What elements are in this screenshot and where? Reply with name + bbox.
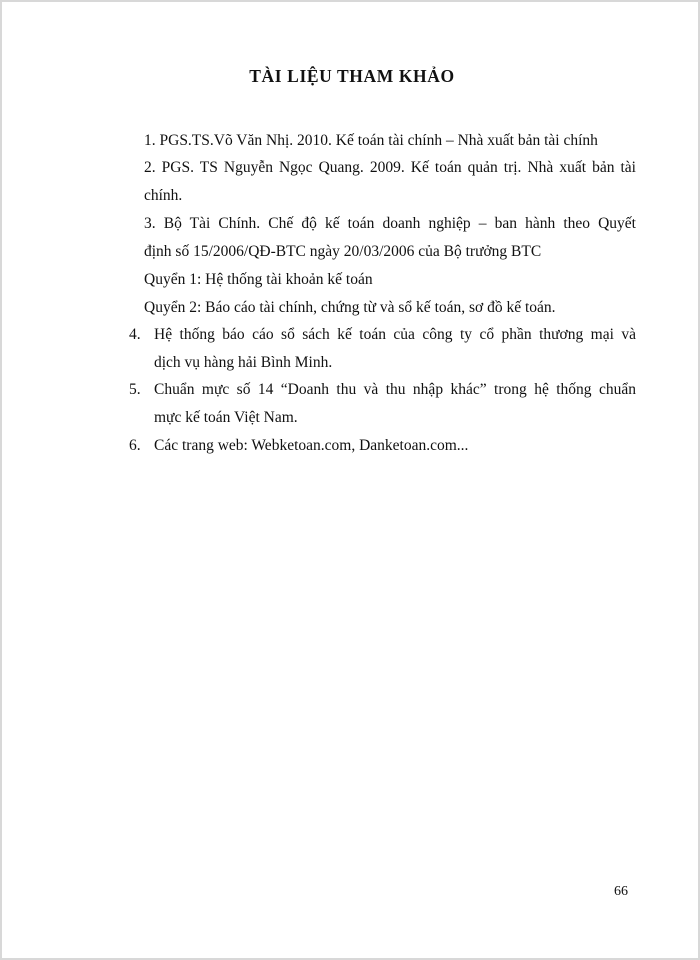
reference-5-line-1: Chuẩn mực số 14 “Doanh thu và thu nhập khác” trong hệ thống chuẩn	[154, 381, 636, 398]
page-title: TÀI LIỆU THAM KHẢO	[249, 66, 455, 86]
reference-4-line-2: dịch vụ hàng hải Bình Minh.	[154, 354, 333, 371]
reference-1-line-1: 1. PGS.TS.Võ Văn Nhị. 2010. Kế toán tài chính – Nhà xuất bản tài chính	[144, 132, 598, 149]
reference-5-number: 5.	[129, 381, 141, 398]
reference-6-number: 6.	[129, 437, 141, 454]
reference-4-number: 4.	[129, 326, 141, 343]
reference-5-line-2: mực kế toán Việt Nam.	[154, 409, 298, 426]
reference-3-line-4: Quyển 2: Báo cáo tài chính, chứng từ và sổ kế toán, sơ đồ kế toán.	[144, 299, 556, 316]
reference-2-line-1: 2. PGS. TS Nguyễn Ngọc Quang. 2009. Kế toán quản trị. Nhà xuất bản tài	[144, 159, 636, 176]
reference-4-line-1: Hệ thống báo cáo sổ sách kế toán của công ty cổ phần thương mại và	[154, 326, 636, 343]
reference-3-line-1: 3. Bộ Tài Chính. Chế độ kế toán doanh nghiệp – ban hành theo Quyết	[144, 215, 636, 232]
reference-2-line-2: chính.	[144, 187, 183, 204]
reference-3-line-3: Quyển 1: Hệ thống tài khoản kế toán	[144, 271, 373, 288]
page-number: 66	[614, 884, 628, 899]
reference-6-line-1: Các trang web: Webketoan.com, Danketoan.com...	[154, 437, 469, 454]
reference-3-line-2: định số 15/2006/QĐ-BTC ngày 20/03/2006 của Bộ trưởng BTC	[144, 243, 542, 260]
